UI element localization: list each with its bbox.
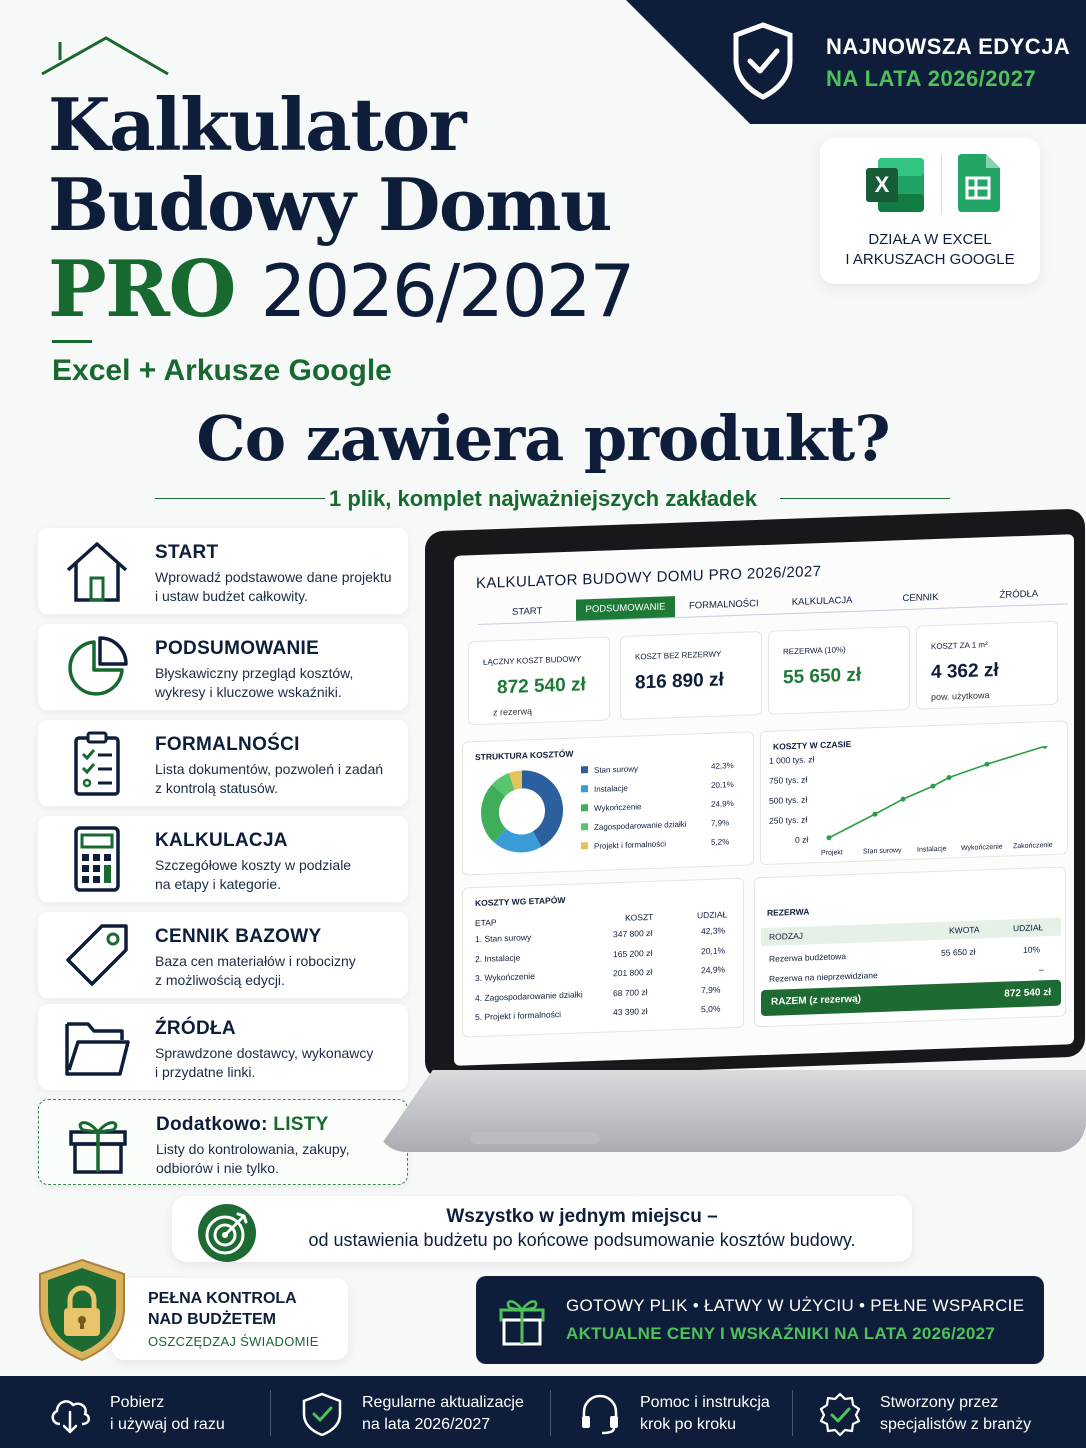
footer-text: Stworzony przez (880, 1394, 999, 1411)
legend-item (581, 780, 741, 795)
legend-label: Stan surowy (594, 764, 639, 775)
house-roof-icon (40, 34, 172, 80)
kpi-card (468, 636, 610, 725)
legend-swatch (581, 823, 588, 830)
control-line-3: OSZCZĘDZAJ ŚWIADOMIE (148, 1334, 319, 1349)
sheet-title: KALKULATOR BUDOWY DOMU PRO 2026/2027 (476, 562, 822, 593)
feature-desc: Sprawdzone dostawcy, wykonawcy (155, 1045, 374, 1061)
legend-item (581, 818, 741, 833)
stage-cell: 4. Zagospodarowanie działki (475, 988, 583, 1003)
structure-legend (581, 760, 751, 866)
tab-podsumowanie[interactable]: PODSUMOWANIE (576, 596, 674, 620)
legend-pct: 20,1% (711, 780, 734, 790)
folder-icon (64, 1014, 130, 1080)
tab-kalkulacja[interactable]: KALKULACJA (791, 594, 853, 609)
title-pro: PRO (48, 244, 235, 335)
legend-pct: 5,2% (711, 837, 730, 847)
title-line-2: Budowy Domu (48, 162, 611, 247)
legend-label: Wykończenie (594, 802, 642, 813)
banner-years-label: NA LATA 2026/2027 (826, 66, 1037, 91)
feature-desc: z kontrolą statusów. (155, 780, 278, 796)
control-line-2: NAD BUDŻETEM (148, 1311, 276, 1328)
col-header: UDZIAŁ (697, 909, 728, 921)
kpi-value: 55 650 zł (783, 664, 862, 689)
feature-zrodla (38, 1004, 408, 1090)
reserve-cell: Rezerwa na nieprzewidziane (769, 970, 878, 984)
total-label: RAZEM (z rezerwą) (771, 993, 862, 1008)
feature-desc: i przydatne linki. (155, 1064, 256, 1080)
y-tick: 250 tys. zł (769, 814, 808, 826)
reserve-heading: REZERWA (767, 906, 810, 918)
kpi-card (916, 621, 1058, 710)
subtitle: Excel + Arkusze Google (52, 354, 392, 387)
legend-pct: 7,9% (711, 818, 730, 828)
stage-cell: 3. Wykończenie (475, 970, 535, 984)
feature-desc: Błyskawiczny przegląd kosztów, (155, 665, 354, 681)
footer-divider (270, 1390, 271, 1436)
title-year: 2026/2027 (260, 249, 634, 333)
kpi-value: 872 540 zł (497, 674, 586, 699)
feature-title: FORMALNOŚCI (155, 734, 300, 755)
card-separator (941, 156, 942, 214)
badge-check-icon (818, 1392, 862, 1436)
feature-formalnosci (38, 720, 408, 806)
banner-edition-label: NAJNOWSZA EDYCJA (826, 34, 1071, 59)
house-icon (64, 538, 130, 604)
kpi-card (620, 631, 762, 720)
donut-slice (500, 834, 537, 844)
kpi-note: z rezerwą (493, 706, 533, 718)
feature-start (38, 528, 408, 614)
footer-text: Pobierz (110, 1394, 165, 1411)
x-tick: Wykończenie (961, 843, 1003, 853)
pie-chart-icon (64, 634, 130, 700)
feature-desc: odbiorów i nie tylko. (156, 1160, 279, 1176)
kpi-value: 816 890 zł (635, 669, 724, 694)
kpi-value: 4 362 zł (931, 659, 999, 684)
feature-desc: Listy do kontrolowania, zakupy, (156, 1141, 350, 1157)
reserve-cell: – (1039, 964, 1044, 975)
extra-highlight: LISTY (273, 1114, 329, 1135)
compat-line-2: I ARKUSZACH GOOGLE (845, 251, 1015, 268)
feature-title: ŹRÓDŁA (155, 1018, 236, 1039)
x-tick: Instalacje (917, 845, 947, 854)
timeline-heading: KOSZTY W CZASIE (773, 738, 852, 752)
gift-icon (65, 1110, 131, 1176)
reserve-total-row (761, 980, 1061, 1016)
x-tick: Projekt (821, 849, 843, 858)
legend-pct: 42,3% (711, 761, 734, 771)
footer-divider (550, 1390, 551, 1436)
section-subheading: 1 plik, komplet najważniejszych zakładek (329, 486, 757, 511)
footer-text: Regularne aktualizacje (362, 1394, 524, 1411)
y-tick: 1 000 tys. zł (769, 754, 815, 766)
stage-cell: 1. Stan surowy (475, 932, 532, 945)
kpi-label: REZERWA (10%) (783, 645, 846, 657)
stage-cell: 347 800 zł (613, 927, 653, 940)
stage-cell: 2. Instalacje (475, 952, 521, 964)
feature-desc: Wprowadź podstawowe dane projektu (155, 569, 392, 585)
lock-shield-icon (36, 1258, 128, 1362)
feature-desc: i ustaw budżet całkowity. (155, 588, 309, 604)
legend-item (581, 837, 741, 852)
y-tick: 0 zł (795, 834, 809, 845)
legend-pct: 24,9% (711, 799, 734, 809)
col-header: RODZAJ (769, 930, 803, 942)
structure-pane (462, 731, 754, 875)
footer-bar (0, 1376, 1086, 1448)
legend-swatch (581, 842, 588, 849)
svg-text:X: X (874, 172, 890, 197)
kpi-label: KOSZT BEZ REZERWY (635, 649, 722, 662)
feature-desc: wykresy i kluczowe wskaźniki. (155, 684, 342, 700)
feature-desc: Baza cen materiałów i robocizny (155, 953, 356, 969)
spreadsheet-screen (454, 534, 1074, 1066)
donut-slice (490, 790, 500, 835)
feature-podsumowanie (38, 624, 408, 710)
footer-text: krok po kroku (640, 1416, 737, 1433)
x-tick: Zakończenie (1013, 841, 1053, 851)
budget-control-card (112, 1278, 348, 1360)
google-sheets-icon (956, 154, 1000, 212)
total-value: 872 540 zł (1004, 986, 1051, 1000)
all-in-one-banner (172, 1196, 912, 1262)
tab-cennik[interactable]: CENNIK (902, 591, 939, 605)
stage-cell: 68 700 zł (613, 986, 648, 998)
all-in-one-line-2: od ustawienia budżetu po końcowe podsumowanie kosztów budowy. (308, 1230, 856, 1250)
legend-item (581, 761, 741, 776)
stage-cell: 24,9% (701, 964, 726, 976)
reserve-cell: 10% (1023, 944, 1041, 955)
ready-line-2: AKTUALNE CENY I WSKAŹNIKI NA LATA 2026/2027 (566, 1324, 996, 1343)
col-header: KOSZT (625, 911, 654, 923)
cloud-download-icon (48, 1392, 92, 1436)
stage-cell: 43 390 zł (613, 1006, 648, 1018)
tab-formalnosci[interactable]: FORMALNOŚCI (688, 598, 759, 612)
y-tick: 500 tys. zł (769, 794, 808, 806)
feature-kalkulacja (38, 816, 408, 902)
headset-icon (578, 1392, 622, 1436)
feature-title: START (155, 542, 219, 563)
timeline-line-chart (817, 746, 1057, 846)
section-heading: Co zawiera produkt? (196, 402, 890, 475)
extra-prefix: Dodatkowo: (156, 1114, 274, 1135)
structure-donut (477, 765, 567, 858)
kpi-note: pow. użytkowa (931, 690, 990, 703)
ready-line-1: GOTOWY PLIK • ŁATWY W UŻYCIU • PEŁNE WSPARCIE (566, 1296, 1025, 1315)
footer-text: na lata 2026/2027 (362, 1416, 491, 1433)
compat-card (820, 138, 1040, 284)
legend-item (581, 799, 741, 814)
y-tick: 750 tys. zł (769, 774, 808, 786)
tab-zrodla[interactable]: ŹRÓDŁA (999, 588, 1039, 601)
timeline-pane (760, 720, 1068, 865)
feature-desc: z możliwością edycji. (155, 972, 285, 988)
excel-icon (864, 156, 926, 214)
ready-file-banner (476, 1276, 1044, 1364)
col-header: ETAP (475, 917, 497, 929)
feature-title: KALKULACJA (155, 830, 288, 851)
feature-desc: Szczegółowe koszty w podziale (155, 857, 352, 873)
structure-heading: STRUKTURA KOSZTÓW (475, 748, 574, 763)
feature-title: PODSUMOWANIE (155, 638, 320, 659)
tab-start[interactable]: START (512, 605, 543, 618)
calculator-icon (64, 826, 130, 892)
footer-text: i używaj od razu (110, 1416, 225, 1433)
stage-cell: 7,9% (701, 984, 721, 995)
reserve-pane (754, 866, 1066, 1027)
stage-cell: 165 200 zł (613, 947, 653, 959)
checklist-icon (64, 730, 130, 796)
edition-banner (626, 0, 1086, 124)
shield-check-icon (730, 22, 796, 100)
legend-swatch (581, 804, 588, 811)
legend-label: Instalacje (594, 783, 628, 794)
stage-cell: 201 800 zł (613, 966, 653, 979)
price-tag-icon (64, 922, 130, 988)
legend-swatch (581, 785, 588, 792)
stages-pane (462, 878, 744, 1038)
control-line-1: PEŁNA KONTROLA (148, 1290, 297, 1307)
legend-swatch (581, 766, 588, 773)
reserve-cell: 55 650 zł (941, 946, 976, 958)
all-in-one-line-1: Wszystko w jednym miejscu – (446, 1206, 718, 1227)
stage-cell: 42,3% (701, 925, 726, 937)
shield-check-icon (300, 1392, 344, 1436)
feature-title: CENNIK BAZOWY (155, 926, 322, 947)
feature-cennik (38, 912, 408, 998)
feature-desc: na etapy i kategorie. (155, 876, 282, 892)
kpi-label: ŁĄCZNY KOSZT BUDOWY (483, 654, 582, 667)
footer-divider (792, 1390, 793, 1436)
donut-slice (499, 781, 512, 790)
stage-cell: 5. Projekt i formalności (475, 1009, 561, 1023)
kpi-label: KOSZT ZA 1 m² (931, 640, 988, 652)
laptop-notch (470, 1132, 600, 1144)
footer-text: specjalistów z branży (880, 1416, 1032, 1433)
legend-label: Projekt i formalności (594, 839, 667, 851)
footer-text: Pomoc i instrukcja (640, 1394, 770, 1411)
reserve-cell: Rezerwa budżetowa (769, 951, 847, 964)
stages-heading: KOSZTY WG ETAPÓW (475, 894, 566, 909)
feature-desc: Lista dokumentów, pozwoleń i zadań (155, 761, 384, 777)
stage-cell: 20,1% (701, 944, 726, 956)
gift-icon (498, 1294, 546, 1346)
col-header: UDZIAŁ (1013, 922, 1044, 934)
donut-slice (522, 778, 554, 839)
x-tick: Stan surowy (863, 847, 902, 856)
feature-listy (38, 1099, 408, 1185)
stage-cell: 5,0% (701, 1003, 721, 1015)
product-title (48, 82, 634, 335)
title-line-1: Kalkulator (48, 82, 466, 167)
col-header: KWOTA (949, 924, 980, 936)
title-underline (52, 340, 92, 343)
kpi-card (768, 626, 910, 715)
legend-label: Zagospodarowanie działki (594, 819, 687, 832)
donut-slice (512, 779, 522, 781)
compat-line-1: DZIAŁA W EXCEL (868, 231, 992, 248)
